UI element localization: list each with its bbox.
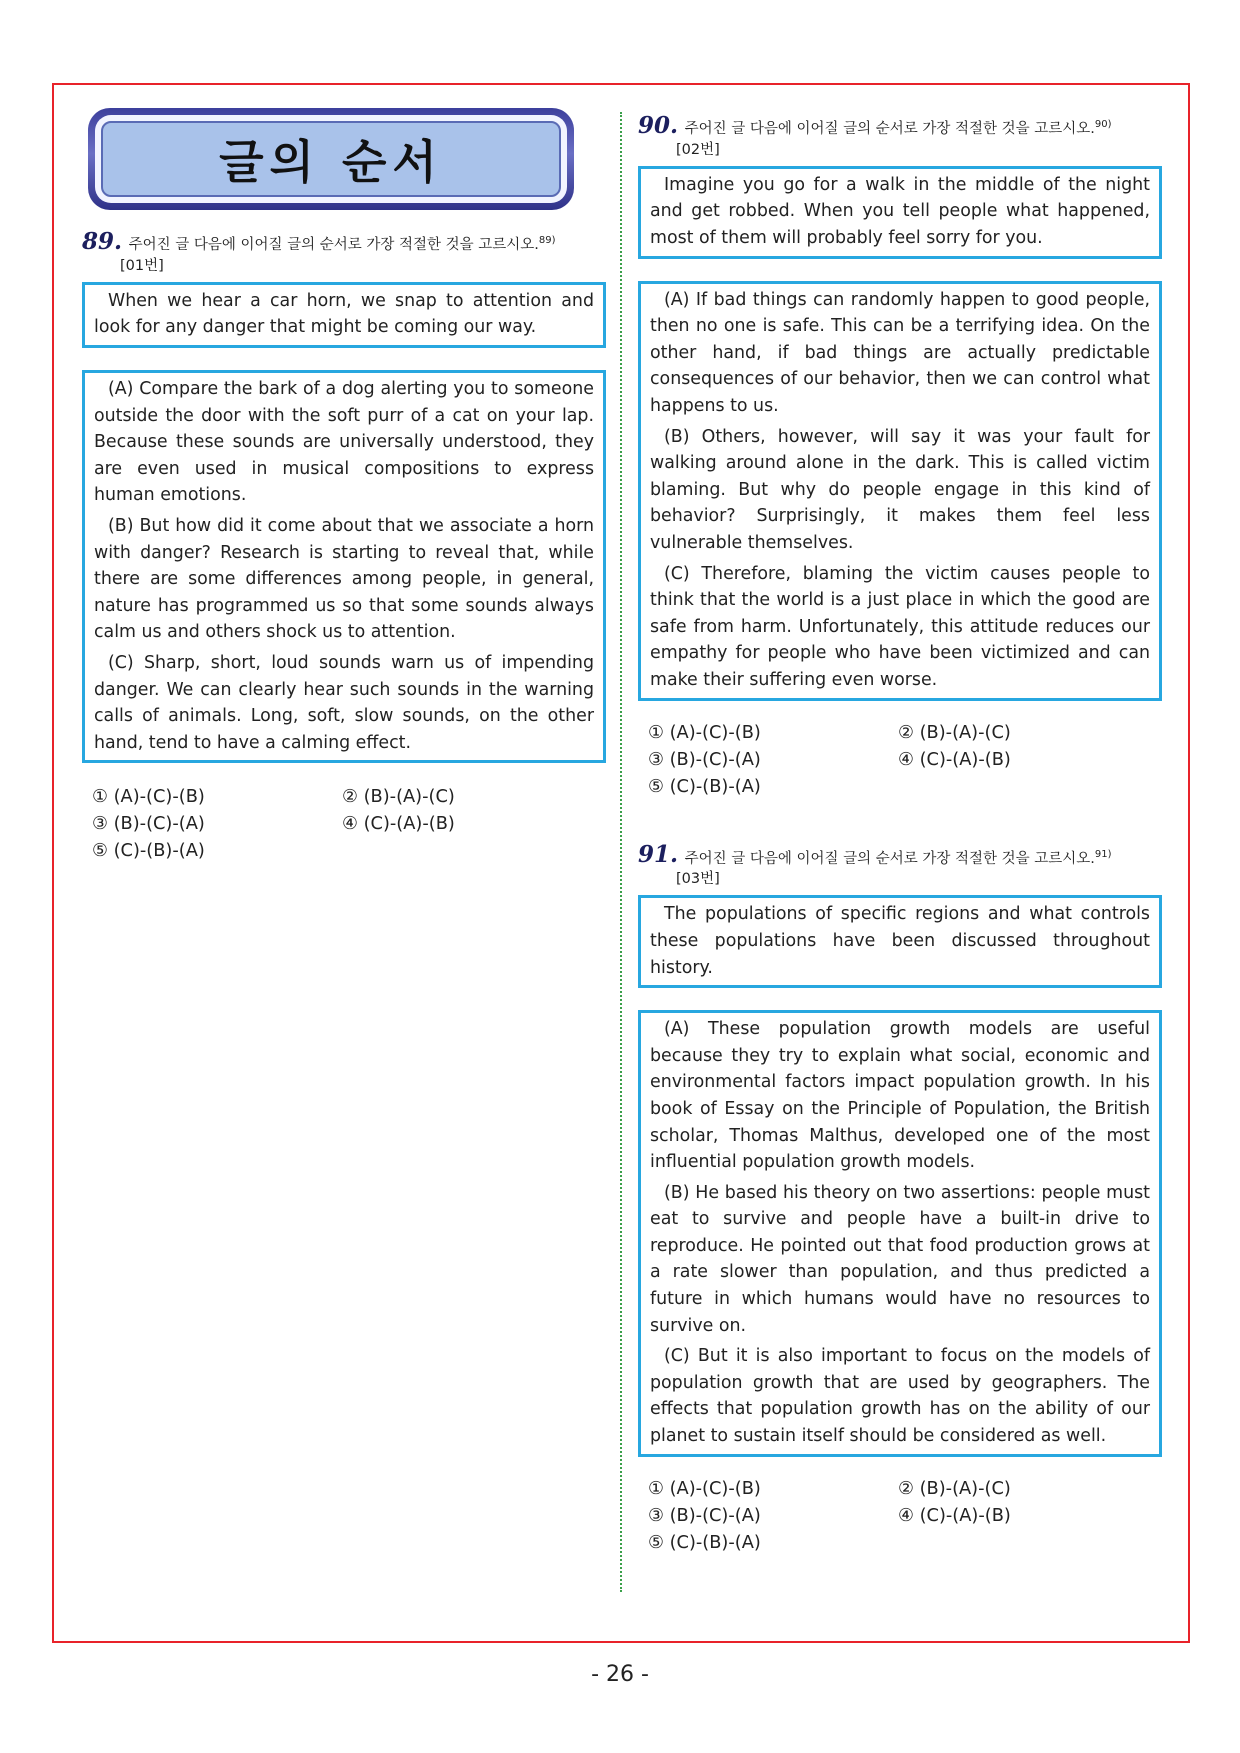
given-text: The populations of specific regions and what controls these populations have been discussed throughout history. — [650, 904, 1150, 978]
passage-a: (A) If bad things can randomly happen to good people, then no one is safe. This can be a terrifying idea. On the other hand, if bad things are actually predictable consequences of our behavior, then we can control what happens to us. — [650, 289, 1150, 416]
choice-4[interactable]: ④ (C)-(A)-(B) — [898, 748, 1011, 770]
passages-box — [82, 370, 606, 763]
passage-b: (B) But how did it come about that we associate a horn with danger? Research is starting to reveal that, while there are some differences among people, in general, nature has programmed us so that some sounds always calm us and others shock us to attention. — [94, 515, 594, 643]
passage-a: (A) These population growth models are useful because they try to explain what social, economic and environmental factors impact population growth. In his book of Essay on the Principle of Population, the British scholar, Thomas Malthus, developed one of the most influential population growth models. — [650, 1019, 1150, 1173]
given-text-box — [638, 895, 1162, 988]
choice-1[interactable]: ① (A)-(C)-(B) — [648, 721, 761, 743]
passage-c: (C) Sharp, short, loud sounds warn us of impending danger. We can clearly hear such sounds in the warning calls of animals. Long, soft, slow sounds, on the other hand, tend to have a calming effect. — [94, 652, 594, 753]
given-text: Imagine you go for a walk in the middle of the night and get robbed. When you tell people what happened, most of them will probably feel sorry for you. — [650, 174, 1150, 249]
answer-choices — [82, 783, 606, 864]
right-column — [638, 111, 1162, 1556]
question-89 — [82, 227, 606, 864]
question-90 — [638, 111, 1162, 800]
question-number: 90. — [638, 111, 679, 139]
column-divider — [620, 112, 622, 1592]
choice-4[interactable]: ④ (C)-(A)-(B) — [342, 813, 455, 835]
question-tag: [02번] — [676, 141, 720, 158]
question-header — [82, 227, 606, 276]
question-tag: [01번] — [120, 257, 164, 274]
choice-5[interactable]: ⑤ (C)-(B)-(A) — [648, 775, 761, 797]
choice-5[interactable]: ⑤ (C)-(B)-(A) — [92, 840, 205, 862]
question-tag: [03번] — [676, 871, 720, 888]
choice-5[interactable]: ⑤ (C)-(B)-(A) — [648, 1531, 761, 1553]
choice-3[interactable]: ③ (B)-(C)-(A) — [92, 813, 205, 835]
footnote-mark: 91) — [1094, 848, 1112, 860]
choice-1[interactable]: ① (A)-(C)-(B) — [648, 1477, 761, 1499]
question-number: 89. — [82, 227, 123, 255]
choice-3[interactable]: ③ (B)-(C)-(A) — [648, 748, 761, 770]
passage-b: (B) He based his theory on two assertions: people must eat to survive and people have a built-in drive to reproduce. He pointed out that food production grows at a rate slower than population, and thus predicted a future in which humans would have no resources to survive on. — [650, 1182, 1150, 1336]
answer-choices — [638, 719, 1162, 800]
given-text: When we hear a car horn, we snap to attention and look for any danger that might be coming our way. — [94, 290, 594, 338]
passage-c: (C) Therefore, blaming the victim causes people to think that the world is a just place in which the good are safe from harm. Unfortunately, this attitude reduces our empathy for people who have been victimized and can make their suffering even worse. — [650, 563, 1150, 690]
passage-a: (A) Compare the bark of a dog alerting you to someone outside the door with the soft purr of a cat on your lap. Because these sounds are universally understood, they are even used in musical compositions to express human emotions. — [94, 379, 594, 506]
section-title-banner — [88, 108, 574, 210]
section-title: 글의 순서 — [101, 121, 561, 197]
choice-2[interactable]: ② (B)-(A)-(C) — [342, 786, 455, 808]
question-number: 91. — [638, 841, 679, 869]
question-prompt: 주어진 글 다음에 이어질 글의 순서로 가장 적절한 것을 고르시오. — [684, 850, 1095, 867]
question-prompt: 주어진 글 다음에 이어질 글의 순서로 가장 적절한 것을 고르시오. — [128, 236, 539, 253]
page-number: - 26 - — [591, 1662, 649, 1687]
answer-choices — [638, 1475, 1162, 1556]
footnote-mark: 89) — [538, 235, 556, 246]
given-text-box — [82, 282, 606, 348]
passages-box — [638, 1010, 1162, 1457]
passage-b: (B) Others, however, will say it was your fault for walking around alone in the dark. This is called victim blaming. But why do people engage in this kind of behavior? Surprisingly, it makes them feel less vulnerable themselves. — [650, 426, 1150, 553]
question-prompt: 주어진 글 다음에 이어질 글의 순서로 가장 적절한 것을 고르시오. — [684, 120, 1095, 137]
choice-4[interactable]: ④ (C)-(A)-(B) — [898, 1504, 1011, 1526]
choice-2[interactable]: ② (B)-(A)-(C) — [898, 721, 1011, 743]
left-column — [82, 108, 606, 864]
choice-3[interactable]: ③ (B)-(C)-(A) — [648, 1504, 761, 1526]
question-header — [638, 841, 1162, 890]
question-header — [638, 111, 1162, 160]
given-text-box — [638, 166, 1162, 259]
choice-1[interactable]: ① (A)-(C)-(B) — [92, 786, 205, 808]
passages-box — [638, 281, 1162, 701]
choice-2[interactable]: ② (B)-(A)-(C) — [898, 1477, 1011, 1499]
passage-c: (C) But it is also important to focus on the models of population growth that are used by geographers. The effects that population growth has on the ability of our planet to sustain itself should be considered as well. — [650, 1346, 1150, 1447]
question-91 — [638, 841, 1162, 1556]
footnote-mark: 90) — [1094, 119, 1112, 130]
